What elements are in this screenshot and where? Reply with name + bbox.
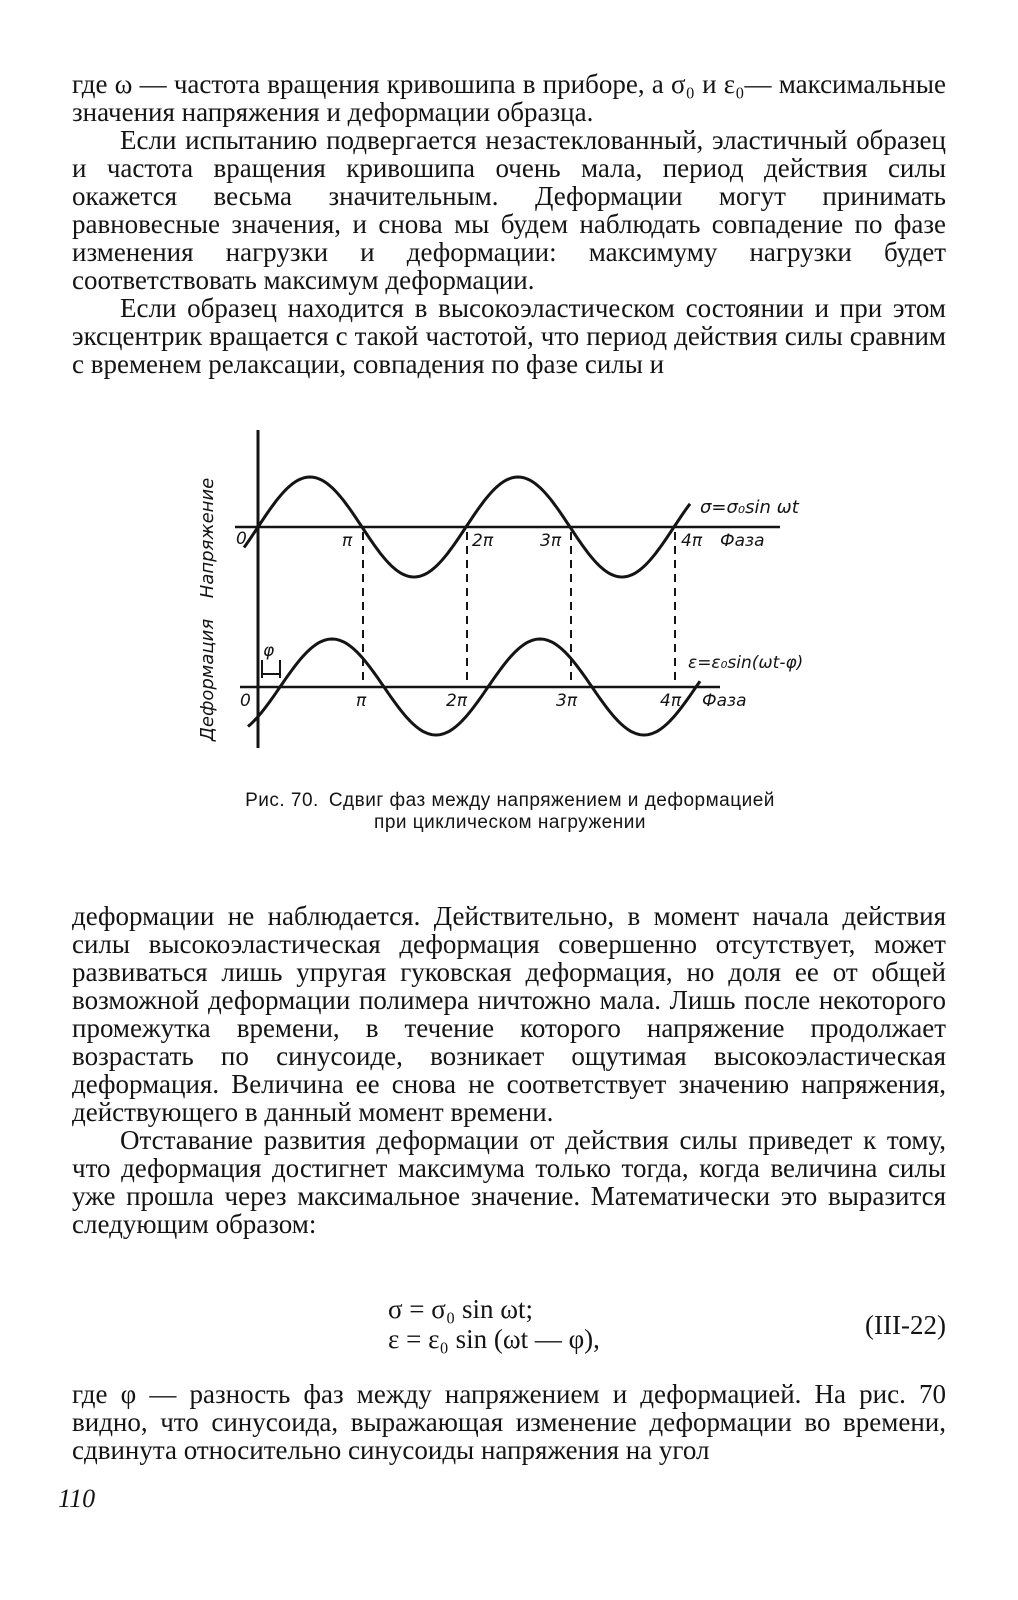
origin-label-stress: 0 — [236, 529, 247, 549]
stress-axis-label: Фаза — [720, 531, 765, 551]
text-block-end — [72, 1380, 946, 1464]
strain-tick-label: 3π — [556, 691, 578, 711]
paragraph: Если образец находится в высокоэластическом состоянии и при этом эксцентрик вращается с такой частотой, что период действия силы сравним с временем релаксации, совпадения по фазе силы и — [72, 293, 946, 379]
stress-tick-label: 2π — [472, 531, 494, 551]
equation-stress: σ = σ₀ sin ωt; — [388, 1294, 534, 1324]
phase-shift-diagram — [180, 420, 820, 765]
paragraph: Если испытанию подвергается незастеклованный, эластичный образец и частота вращения кривошипа очень мала, период действия силы окажется весьма значительным. Деформации могут принимать равновесные значения, и снова мы будем наблюдать совпадение по фазе изменения нагрузки и деформации: максимуму нагрузки будет соответствовать максимум деформации. — [72, 125, 946, 295]
stress-tick-label: π — [342, 531, 353, 551]
caption-label: Рис. 70. — [245, 790, 319, 811]
caption-line-2: при циклическом нагружении — [374, 812, 646, 833]
figure-phase-shift — [180, 420, 820, 765]
stress-tick-label: 3π — [540, 531, 562, 551]
phi-label: φ — [263, 641, 275, 661]
equation-lines — [388, 1294, 600, 1354]
page-number: 110 — [58, 1484, 96, 1513]
figure-caption — [150, 790, 870, 834]
paragraph: где ω — частота вращения кривошипа в приборе, а σ₀ и ε₀— максимальные значения напряжения и деформации образца. — [72, 69, 946, 127]
y-axis-label-strain: Деформация — [197, 618, 218, 742]
strain-equation-label: ε=ε₀sin(ωt-φ) — [688, 653, 804, 673]
text-block-top — [72, 70, 946, 378]
paragraph: где φ — разность фаз между напряжением и деформацией. На рис. 70 видно, что синусоида, выражающая изменение деформации во времени, сдвинута относительно синусоиды напряжения на угол — [72, 1379, 946, 1465]
strain-axis-label: Фаза — [702, 691, 747, 711]
y-axis-label-stress: Напряжение — [197, 477, 218, 599]
paragraph: деформации не наблюдается. Действительно, в момент начала действия силы высокоэластическая деформация совершенно отсутствует, может развиваться лишь упругая гуковская деформация, но доля ее от общей возможной деформации полимера ничтожно мала. Лишь после некоторого промежутка времени, в течение которого напряжение продолжает возрастать по синусоиде, возникает ощутимая высокоэластическая деформация. Величина ее снова не соответствует значению напряжения, действующего в данный момент времени. — [72, 901, 946, 1127]
strain-tick-label: π — [356, 691, 367, 711]
equation-iii-22 — [0, 1294, 1018, 1364]
stress-tick-label: 4π — [681, 531, 703, 551]
equation-number: (III-22) — [865, 1310, 946, 1340]
origin-label-strain: 0 — [240, 691, 251, 711]
strain-tick-label: 4π — [660, 691, 682, 711]
equation-strain: ε = ε₀ sin (ωt — φ), — [388, 1324, 600, 1354]
text-block-bottom — [72, 902, 946, 1238]
strain-tick-label: 2π — [446, 691, 468, 711]
caption-line-1 — [150, 790, 870, 812]
stress-equation-label: σ=σ₀sin ωt — [700, 497, 799, 518]
paragraph: Отставание развития деформации от действия силы приведет к тому, что деформация достигнет максимума только тогда, когда величина силы уже прошла через максимальное значение. Математически это выразится следующим образом: — [72, 1125, 946, 1239]
caption-text: Сдвиг фаз между напряжением и деформацией — [328, 790, 775, 811]
